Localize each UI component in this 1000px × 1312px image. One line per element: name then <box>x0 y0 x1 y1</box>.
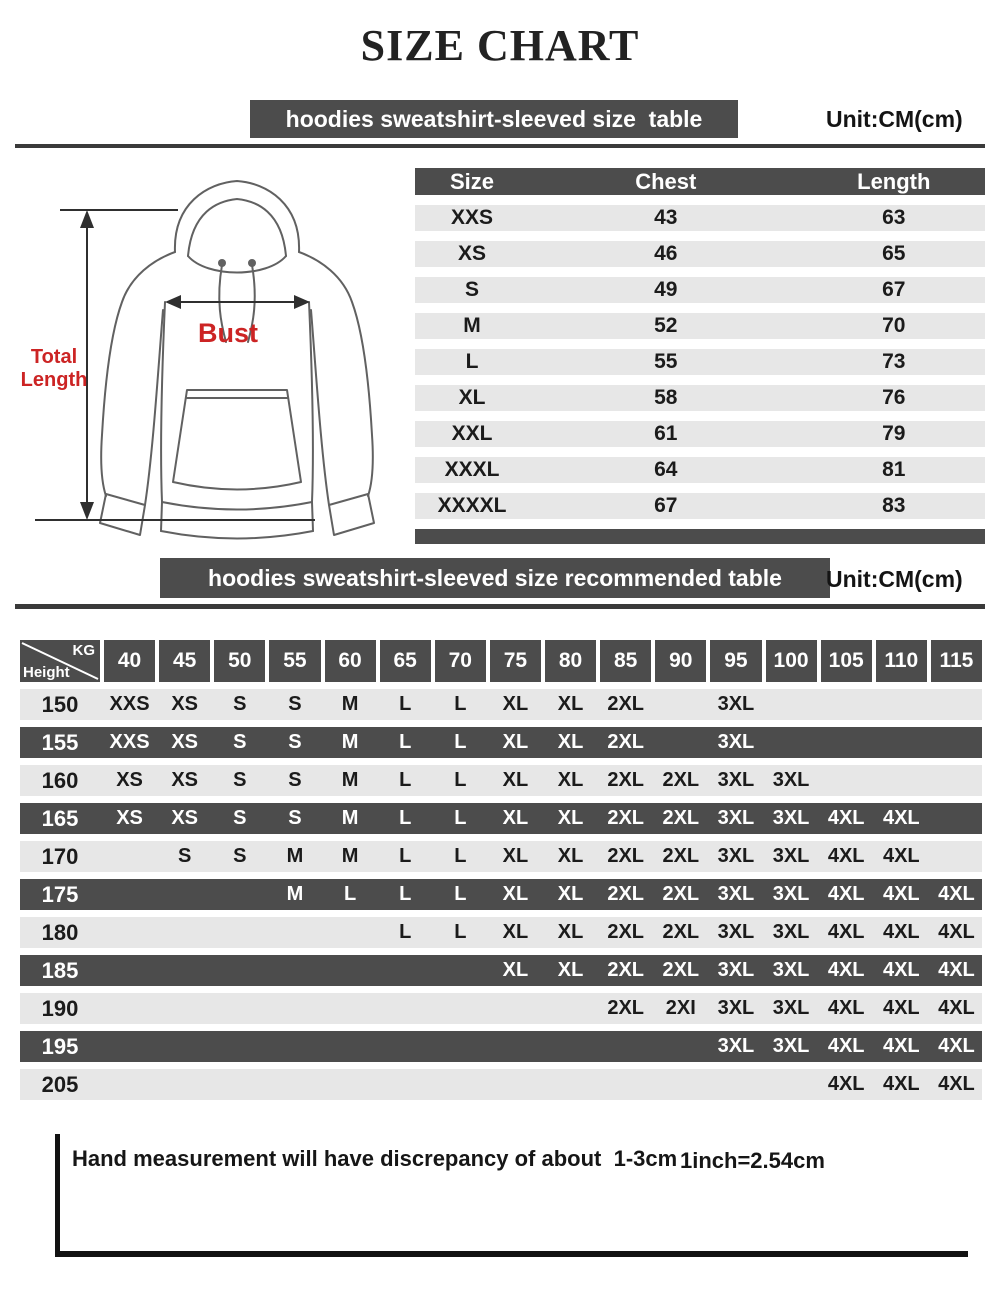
matrix-size-cell: 3XL <box>717 769 755 791</box>
matrix-size-cell: S <box>178 845 192 867</box>
matrix-height-label: 175 <box>41 881 79 907</box>
matrix-size-cell: 4XL <box>882 959 920 981</box>
matrix-size-cell: XL <box>557 807 584 829</box>
matrix-size-cell <box>435 1031 486 1062</box>
matrix-size-cell <box>490 993 541 1024</box>
matrix-row <box>20 955 982 986</box>
matrix-size-cell: S <box>288 769 302 791</box>
matrix-size-cell <box>766 727 817 758</box>
matrix-size-cell: XL <box>502 807 529 829</box>
matrix-body <box>20 689 982 1100</box>
size-table-cell: 49 <box>654 278 678 301</box>
matrix-size-cell: 2XL <box>607 959 645 981</box>
size-table-cell: M <box>463 314 481 337</box>
size-table-cell: XXXL <box>444 458 500 481</box>
size-table-cell: 61 <box>654 422 678 445</box>
size-table-row <box>415 493 985 519</box>
matrix-row <box>20 689 982 720</box>
matrix-size-cell: XS <box>116 807 143 829</box>
matrix-weight-header: 70 <box>435 640 486 682</box>
matrix-size-cell: 2XL <box>607 769 645 791</box>
size-table-body <box>415 205 985 519</box>
matrix-size-cell <box>325 1069 376 1100</box>
size-table-cell: 76 <box>882 386 906 409</box>
size-table-cell: 70 <box>882 314 906 337</box>
matrix-weight-header: 90 <box>655 640 706 682</box>
recommendation-matrix <box>20 640 982 1100</box>
matrix-size-cell <box>104 955 155 986</box>
matrix-size-cell: XL <box>557 845 584 867</box>
matrix-size-cell: 3XL <box>772 959 810 981</box>
divider-line-2 <box>15 604 985 609</box>
size-table-cell: 67 <box>654 494 678 517</box>
matrix-size-cell: 3XL <box>772 769 810 791</box>
matrix-size-cell: 4XL <box>938 1035 975 1057</box>
matrix-height-label: 170 <box>41 843 79 869</box>
matrix-height-label: 150 <box>41 691 79 717</box>
matrix-size-cell: 2XL <box>607 883 645 905</box>
matrix-size-cell: XL <box>502 731 529 753</box>
matrix-size-cell <box>931 689 982 720</box>
matrix-size-cell: S <box>233 769 247 791</box>
matrix-weight-header: 40 <box>104 640 155 682</box>
matrix-size-cell <box>214 879 265 910</box>
size-table-cell: XL <box>458 386 486 409</box>
divider-line-1 <box>15 144 985 148</box>
matrix-size-cell: 4XL <box>827 921 865 943</box>
matrix-size-cell: XL <box>502 693 529 715</box>
size-table-cell: XXS <box>450 206 494 229</box>
matrix-size-cell: S <box>233 693 247 715</box>
matrix-size-cell: 4XL <box>938 997 975 1019</box>
matrix-size-cell: L <box>399 921 412 943</box>
matrix-size-cell: 2XL <box>662 845 700 867</box>
matrix-size-cell <box>600 1069 651 1100</box>
matrix-size-cell: 3XL <box>717 845 755 867</box>
matrix-size-cell <box>710 1069 761 1100</box>
size-table-row <box>415 277 985 303</box>
matrix-size-cell: 3XL <box>717 883 755 905</box>
matrix-weight-header: 45 <box>159 640 210 682</box>
matrix-size-cell <box>325 993 376 1024</box>
matrix-size-cell <box>104 993 155 1024</box>
matrix-size-cell: 4XL <box>938 921 975 943</box>
matrix-size-cell: M <box>341 769 359 791</box>
matrix-size-cell: 4XL <box>827 1035 865 1057</box>
matrix-size-cell: 4XL <box>938 959 975 981</box>
size-table-cell: 67 <box>882 278 906 301</box>
inch-conversion-note: 1inch=2.54cm <box>680 1148 825 1173</box>
matrix-size-cell <box>766 689 817 720</box>
matrix-size-cell: S <box>233 731 247 753</box>
size-table-cell: 81 <box>882 458 906 481</box>
matrix-size-cell: L <box>454 731 467 753</box>
size-table-cell: 63 <box>882 206 906 229</box>
matrix-size-cell: XL <box>502 959 529 981</box>
size-table-cell: S <box>464 278 479 301</box>
matrix-size-cell: 3XL <box>717 731 755 753</box>
matrix-size-cell: M <box>341 731 359 753</box>
size-table-cell: 46 <box>654 242 678 265</box>
matrix-weight-header: 80 <box>545 640 596 682</box>
matrix-size-cell: XL <box>557 921 584 943</box>
size-table-cell: 73 <box>882 350 906 373</box>
matrix-size-cell <box>876 727 927 758</box>
matrix-size-cell: 3XL <box>772 1035 810 1057</box>
matrix-weight-header: 105 <box>821 640 872 682</box>
matrix-size-cell: L <box>399 883 412 905</box>
matrix-row <box>20 1031 982 1062</box>
matrix-row <box>20 841 982 872</box>
matrix-size-cell: 4XL <box>882 1073 920 1095</box>
matrix-size-cell: M <box>341 693 359 715</box>
matrix-size-cell: 2XL <box>607 997 645 1019</box>
matrix-size-cell: 4XL <box>827 883 865 905</box>
matrix-size-cell: 2XL <box>607 807 645 829</box>
matrix-weight-header: 85 <box>600 640 651 682</box>
matrix-size-cell: XS <box>171 769 199 791</box>
size-table-header <box>415 168 985 195</box>
matrix-size-cell: L <box>454 693 467 715</box>
matrix-size-cell: S <box>288 693 302 715</box>
arrowheads <box>80 210 310 520</box>
matrix-size-cell: L <box>399 693 412 715</box>
matrix-size-cell <box>435 993 486 1024</box>
matrix-size-cell <box>766 1069 817 1100</box>
matrix-weight-header: 55 <box>269 640 320 682</box>
matrix-size-cell <box>380 993 431 1024</box>
matrix-size-cell: M <box>341 845 359 867</box>
matrix-size-cell: 2XL <box>607 921 645 943</box>
matrix-size-cell <box>655 1031 706 1062</box>
matrix-size-cell <box>214 917 265 948</box>
matrix-size-cell: L <box>454 921 467 943</box>
size-table-cell: XXL <box>451 422 493 445</box>
size-table-col-chest: Chest <box>635 168 697 194</box>
size-table-row <box>415 457 985 483</box>
size-table-col-length: Length <box>857 168 931 194</box>
matrix-size-cell <box>269 993 320 1024</box>
matrix-size-cell: L <box>343 883 357 905</box>
matrix-size-cell: 4XL <box>827 959 865 981</box>
matrix-size-cell <box>269 1031 320 1062</box>
matrix-weight-header: 50 <box>214 640 265 682</box>
matrix-size-cell <box>545 993 596 1024</box>
matrix-size-cell: L <box>399 845 412 867</box>
matrix-size-cell: S <box>288 731 302 753</box>
matrix-size-cell: L <box>399 769 412 791</box>
unit-label-2: Unit:CM(cm) <box>826 566 963 592</box>
matrix-size-cell: XL <box>557 959 584 981</box>
matrix-header-row <box>20 640 982 682</box>
size-table-row <box>415 385 985 411</box>
matrix-height-label: 165 <box>41 805 79 831</box>
matrix-size-cell: 3XL <box>772 997 810 1019</box>
matrix-size-cell: XS <box>171 731 199 753</box>
matrix-size-cell: 4XL <box>882 997 920 1019</box>
matrix-size-cell: 2XL <box>662 883 700 905</box>
matrix-size-cell: 4XL <box>827 807 865 829</box>
matrix-size-cell: 4XL <box>938 1073 975 1095</box>
matrix-size-cell: XL <box>502 921 529 943</box>
matrix-size-cell <box>159 917 210 948</box>
matrix-size-cell <box>655 1069 706 1100</box>
matrix-size-cell: S <box>233 845 247 867</box>
size-table-cell: 52 <box>654 314 678 337</box>
matrix-size-cell: 2XI <box>665 997 696 1019</box>
size-table-row <box>415 313 985 339</box>
matrix-size-cell <box>325 1031 376 1062</box>
corner-kg-label: KG <box>72 642 95 659</box>
matrix-height-label: 190 <box>41 995 79 1021</box>
matrix-weight-header: 75 <box>490 640 541 682</box>
matrix-size-cell: 3XL <box>717 921 755 943</box>
total-length-label: Total Length <box>20 346 88 391</box>
size-table-cell: 79 <box>882 422 906 445</box>
matrix-size-cell <box>490 1069 541 1100</box>
measurement-note: Hand measurement will have discrepancy of about 1-3cm <box>72 1146 678 1171</box>
matrix-size-cell <box>269 917 320 948</box>
matrix-size-cell: XL <box>557 769 584 791</box>
matrix-size-cell: 3XL <box>772 883 810 905</box>
matrix-size-cell: 4XL <box>882 845 920 867</box>
matrix-size-cell <box>821 765 872 796</box>
matrix-row <box>20 765 982 796</box>
note-border-vertical <box>55 1134 60 1256</box>
size-table-row <box>415 241 985 267</box>
matrix-size-cell <box>821 727 872 758</box>
unit-label-1: Unit:CM(cm) <box>826 106 963 132</box>
matrix-size-cell: XXS <box>109 731 150 753</box>
matrix-size-cell <box>545 1069 596 1100</box>
matrix-size-cell: XL <box>502 769 529 791</box>
matrix-size-cell: S <box>288 807 302 829</box>
matrix-size-cell: 3XL <box>717 1035 755 1057</box>
matrix-size-cell: 2XL <box>662 921 700 943</box>
note-border-horizontal <box>55 1251 968 1257</box>
matrix-size-cell: XS <box>171 693 199 715</box>
matrix-size-cell <box>159 1031 210 1062</box>
matrix-size-cell: 4XL <box>827 1073 865 1095</box>
matrix-size-cell: L <box>454 807 467 829</box>
page-title: SIZE CHART <box>360 21 640 70</box>
matrix-weight-header: 115 <box>931 640 982 682</box>
size-table-cell: 43 <box>654 206 678 229</box>
matrix-size-cell <box>435 1069 486 1100</box>
matrix-size-cell: M <box>341 807 359 829</box>
size-table-row <box>415 205 985 231</box>
matrix-size-cell: XL <box>557 883 584 905</box>
matrix-size-cell <box>325 955 376 986</box>
matrix-row <box>20 993 982 1024</box>
matrix-size-cell: 2XL <box>662 769 700 791</box>
matrix-size-cell: 4XL <box>827 997 865 1019</box>
matrix-size-cell <box>159 993 210 1024</box>
matrix-size-cell <box>876 765 927 796</box>
matrix-height-label: 205 <box>41 1071 79 1097</box>
matrix-size-cell: 2XL <box>607 693 645 715</box>
matrix-weight-header: 60 <box>325 640 376 682</box>
size-table-cell: 83 <box>882 494 906 517</box>
bust-label: Bust <box>198 318 258 348</box>
matrix-size-cell <box>821 689 872 720</box>
matrix-size-cell: 2XL <box>662 959 700 981</box>
matrix-height-label: 185 <box>41 957 79 983</box>
size-table-cell: 64 <box>654 458 678 481</box>
matrix-size-cell: 3XL <box>717 997 755 1019</box>
size-table-footer-bar <box>415 529 985 544</box>
matrix-row <box>20 917 982 948</box>
matrix-size-cell: 3XL <box>772 921 810 943</box>
matrix-size-cell: 4XL <box>938 883 975 905</box>
matrix-size-cell <box>325 917 376 948</box>
matrix-size-cell: L <box>399 731 412 753</box>
matrix-size-cell <box>214 955 265 986</box>
matrix-size-cell: M <box>286 845 304 867</box>
matrix-size-cell <box>104 879 155 910</box>
size-table-cell: XS <box>457 242 486 265</box>
matrix-size-cell: 4XL <box>882 921 920 943</box>
matrix-size-cell <box>380 1031 431 1062</box>
matrix-size-cell: XXS <box>109 693 150 715</box>
matrix-size-cell <box>490 1031 541 1062</box>
size-table-cell: L <box>465 350 479 373</box>
size-table-cell: 55 <box>654 350 678 373</box>
matrix-size-cell: XL <box>557 693 584 715</box>
matrix-size-cell <box>159 955 210 986</box>
matrix-size-cell <box>380 955 431 986</box>
matrix-size-cell <box>655 689 706 720</box>
matrix-weight-header: 65 <box>380 640 431 682</box>
matrix-size-cell <box>214 1031 265 1062</box>
matrix-size-cell <box>104 1031 155 1062</box>
matrix-size-cell <box>876 689 927 720</box>
drawstring-grommets <box>218 259 256 267</box>
matrix-row <box>20 879 982 910</box>
size-table-row <box>415 421 985 447</box>
matrix-height-label: 160 <box>41 767 79 793</box>
matrix-size-cell: L <box>454 845 467 867</box>
matrix-size-cell: 2XL <box>662 807 700 829</box>
matrix-row <box>20 803 982 834</box>
size-table-banner: hoodies sweatshirt-sleeved size table <box>250 100 738 138</box>
size-table <box>415 168 985 544</box>
matrix-weight-header: 110 <box>876 640 927 682</box>
matrix-corner-cell <box>20 640 100 682</box>
matrix-size-cell: S <box>233 807 247 829</box>
matrix-size-cell <box>380 1069 431 1100</box>
matrix-size-cell: 2XL <box>607 731 645 753</box>
size-table-cell: XXXXL <box>437 494 507 517</box>
matrix-size-cell: 4XL <box>882 1035 920 1057</box>
matrix-size-cell: 3XL <box>717 959 755 981</box>
matrix-size-cell: 4XL <box>827 845 865 867</box>
matrix-size-cell <box>104 917 155 948</box>
matrix-size-cell: L <box>454 883 467 905</box>
matrix-size-cell <box>214 1069 265 1100</box>
matrix-size-cell: XS <box>116 769 143 791</box>
matrix-size-cell: 3XL <box>717 693 755 715</box>
matrix-size-cell: XS <box>171 807 199 829</box>
size-table-col-size: Size <box>449 168 495 194</box>
matrix-height-label: 180 <box>41 919 79 945</box>
matrix-size-cell: 4XL <box>882 807 920 829</box>
matrix-size-cell <box>931 727 982 758</box>
matrix-height-label: 195 <box>41 1033 79 1059</box>
matrix-row <box>20 1069 982 1100</box>
corner-height-label: Height <box>23 664 70 681</box>
matrix-size-cell: M <box>286 883 304 905</box>
matrix-row <box>20 727 982 758</box>
matrix-size-cell <box>269 1069 320 1100</box>
matrix-size-cell <box>159 1069 210 1100</box>
matrix-size-cell <box>104 841 155 872</box>
matrix-size-cell: 2XL <box>607 845 645 867</box>
matrix-size-cell: XL <box>502 883 529 905</box>
matrix-size-cell: 4XL <box>882 883 920 905</box>
matrix-size-cell: XL <box>557 731 584 753</box>
matrix-size-cell <box>104 1069 155 1100</box>
matrix-size-cell: 3XL <box>717 807 755 829</box>
matrix-size-cell: 3XL <box>772 845 810 867</box>
matrix-size-cell <box>159 879 210 910</box>
matrix-size-cell <box>545 1031 596 1062</box>
recommended-table-banner: hoodies sweatshirt-sleeved size recommended table <box>160 558 830 598</box>
matrix-size-cell <box>931 841 982 872</box>
size-table-row <box>415 349 985 375</box>
matrix-size-cell: L <box>399 807 412 829</box>
size-table-cell: 58 <box>654 386 678 409</box>
matrix-size-cell <box>214 993 265 1024</box>
matrix-height-label: 155 <box>41 729 79 755</box>
size-table-cell: 65 <box>882 242 906 265</box>
hoodie-outline <box>100 181 374 539</box>
matrix-weight-header: 100 <box>766 640 817 682</box>
matrix-size-cell <box>435 955 486 986</box>
matrix-size-cell <box>655 727 706 758</box>
matrix-size-cell <box>931 803 982 834</box>
matrix-size-cell <box>931 765 982 796</box>
matrix-size-cell <box>600 1031 651 1062</box>
matrix-weight-header: 95 <box>710 640 761 682</box>
matrix-size-cell: L <box>454 769 467 791</box>
matrix-size-cell <box>269 955 320 986</box>
matrix-size-cell: XL <box>502 845 529 867</box>
matrix-size-cell: 3XL <box>772 807 810 829</box>
